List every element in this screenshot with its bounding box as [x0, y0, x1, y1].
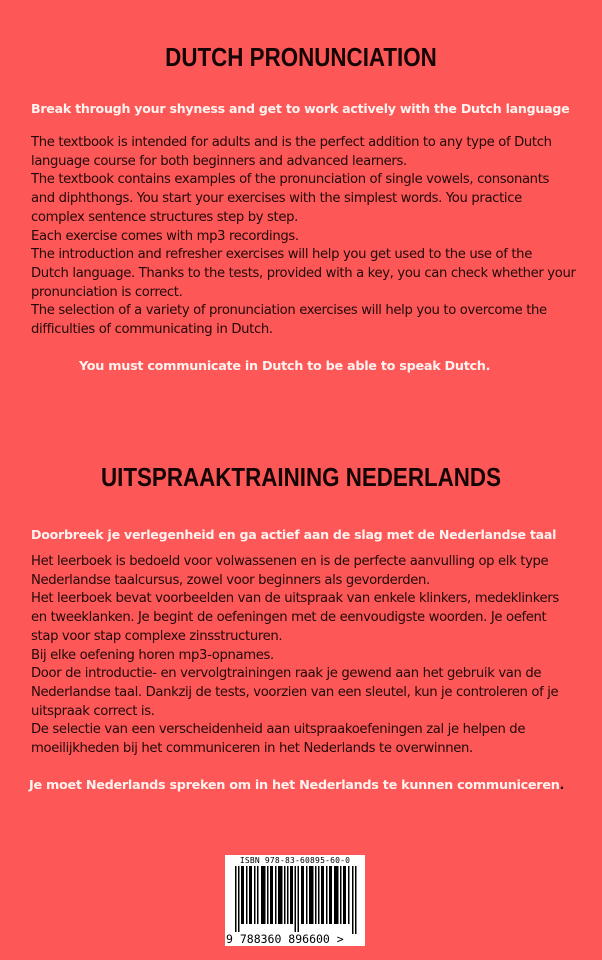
dutch-body-line: en tweeklanken. Je begint de oefeningen met de eenvoudigste woorden. Je oefent: [31, 610, 547, 626]
dutch-closing-period: .: [559, 778, 565, 793]
english-body-line: Each exercise comes with mp3 recordings.: [31, 228, 299, 244]
dutch-body-line: Nederlandse taalcursus, zowel voor beginners als gevorderden.: [31, 572, 430, 588]
dutch-body: [31, 553, 591, 759]
dutch-title: UITSPRAAKTRAINING NEDERLANDS: [100, 462, 502, 492]
english-body-line: The textbook is intended for adults and is the perfect addition to any type of Dutch: [31, 135, 552, 150]
english-body-line: The introduction and refresher exercises will help you get used to the use of the: [31, 247, 532, 263]
dutch-closing: [29, 778, 564, 793]
english-body-line: difficulties of communicating in Dutch.: [31, 322, 273, 338]
dutch-body-line: uitspraak correct is.: [31, 703, 155, 719]
english-body-line: and diphthongs. You start your exercises with the simplest words. You practice: [31, 191, 522, 207]
english-subtitle: Break through your shyness and get to work actively with the Dutch language: [31, 101, 570, 116]
english-body: [31, 134, 591, 340]
english-title: DUTCH PRONUNCIATION: [165, 42, 437, 72]
dutch-body-line: Bij elke oefening horen mp3-opnames.: [31, 647, 274, 663]
ean-digits: 9 788360 896600 >: [226, 932, 344, 946]
dutch-body-line: Het leerboek is bedoeld voor volwassenen en is de perfecte aanvulling op elk type: [31, 554, 549, 569]
dutch-body-line: De selectie van een verscheidenheid aan uitspraakoefeningen zal je helpen de: [31, 722, 526, 738]
dutch-body-line: stap voor stap complexe zinsstructuren.: [31, 628, 283, 644]
english-body-line: Dutch language. Thanks to the tests, provided with a key, you can check whether your: [31, 265, 576, 281]
isbn-barcode: [225, 855, 365, 946]
english-body-line: The textbook contains examples of the pronunciation of single vowels, consonants: [31, 172, 550, 188]
dutch-body-line: moeilijkheden bij het communiceren in het Nederlands te overwinnen.: [31, 741, 473, 757]
english-body-line: language course for both beginners and advanced learners.: [31, 153, 407, 169]
english-body-line: pronunciation is correct.: [31, 284, 183, 300]
dutch-subtitle: Doorbreek je verlegenheid en ga actief aan de slag met de Nederlandse taal: [31, 527, 557, 542]
english-body-line: complex sentence structures step by step.: [31, 209, 298, 225]
english-closing: You must communicate in Dutch to be able to speak Dutch.: [79, 359, 491, 374]
dutch-closing-text: Je moet Nederlands spreken om in het Nederlands te kunnen communiceren: [29, 778, 560, 793]
dutch-body-line: Het leerboek bevat voorbeelden van de uitspraak van enkele klinkers, medeklinkers: [31, 591, 559, 607]
barcode-bars-icon: [235, 866, 357, 934]
isbn-label: ISBN 978-83-60895-60-0: [239, 856, 351, 865]
dutch-body-line: Door de introductie- en vervolgtrainingen raak je gewend aan het gebruik van de: [31, 666, 542, 682]
dutch-body-line: Nederlandse taal. Dankzij de tests, voorzien van een sleutel, kun je controleren of je: [31, 684, 559, 700]
english-body-line: The selection of a variety of pronunciation exercises will help you to overcome the: [31, 303, 547, 319]
